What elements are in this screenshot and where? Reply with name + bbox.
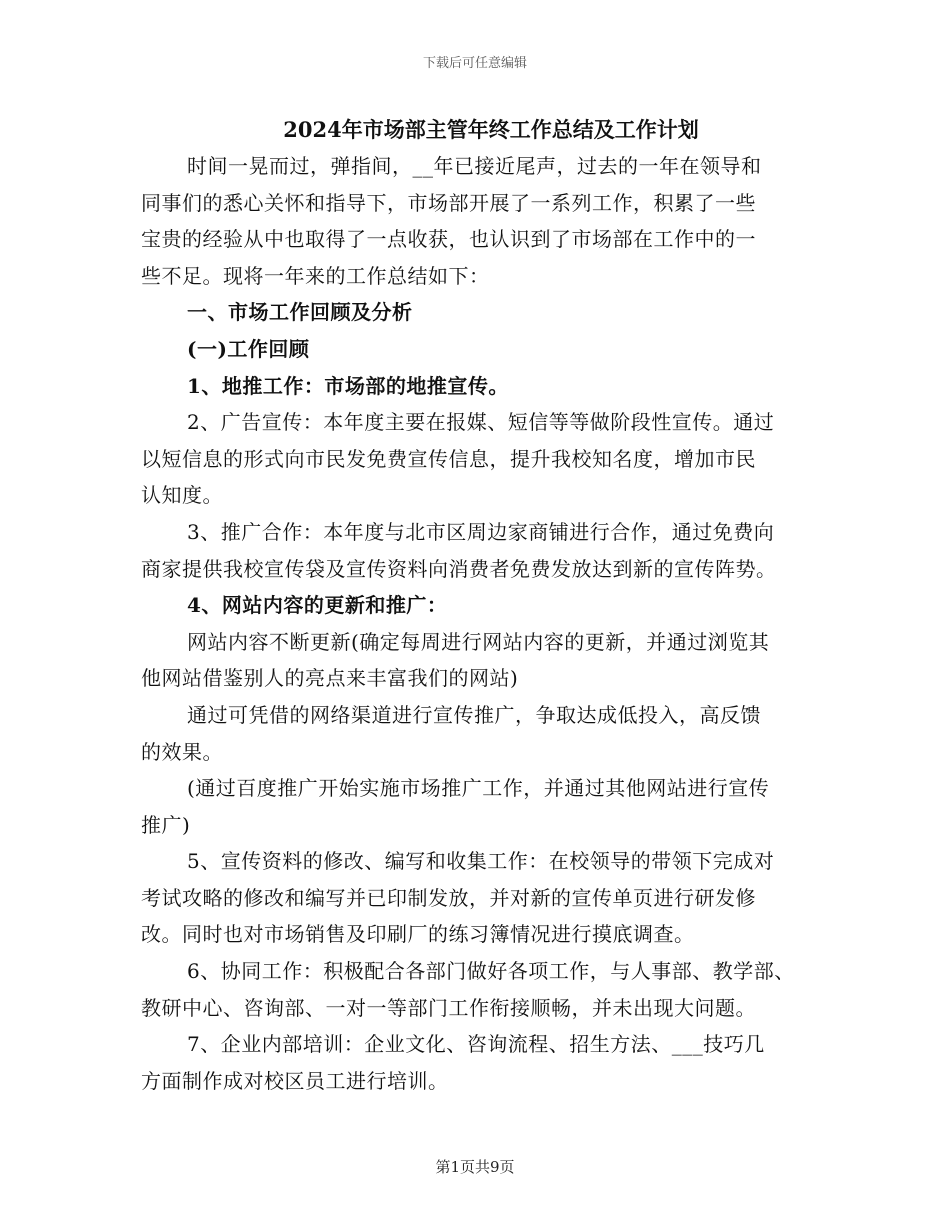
paragraph-line bbox=[141, 990, 841, 1027]
paragraph-line bbox=[141, 404, 841, 441]
paragraph-line bbox=[141, 551, 841, 588]
paragraph-text: 1、地推工作：市场部的地推宣传。 bbox=[187, 373, 509, 398]
paragraph-line bbox=[141, 880, 841, 917]
paragraph-line bbox=[141, 1026, 841, 1063]
paragraph-text: 通过可凭借的网络渠道进行宣传推广，争取达成低投入，高反馈 bbox=[187, 702, 761, 727]
paragraph-line bbox=[141, 294, 841, 331]
paragraph-text: 2、广告宣传：本年度主要在报媒、短信等等做阶段性宣传。通过 bbox=[187, 410, 775, 435]
paragraph-line bbox=[141, 331, 841, 368]
paragraph-line bbox=[141, 221, 841, 258]
paragraph-text: 宝贵的经验从中也取得了一点收获，也认识到了市场部在工作中的一 bbox=[141, 227, 756, 252]
paragraph-text: 他网站借鉴别人的亮点来丰富我们的网站) bbox=[141, 666, 519, 691]
paragraph-text: 的效果。 bbox=[141, 739, 223, 764]
paragraph-line bbox=[141, 1063, 841, 1100]
paragraph-text: (一)工作回顾 bbox=[187, 336, 310, 361]
document-title: 2024年市场部主管年终工作总结及工作计划 bbox=[283, 117, 699, 142]
paragraph-list bbox=[141, 148, 841, 1099]
paragraph-text: 一、市场工作回顾及分析 bbox=[187, 300, 413, 325]
paragraph-line bbox=[141, 441, 841, 478]
paragraph-line bbox=[141, 624, 841, 661]
paragraph-text: 考试攻略的修改和编写并已印制发放，并对新的宣传单页进行研发修 bbox=[141, 885, 756, 910]
paragraph-line bbox=[141, 258, 841, 295]
paragraph-line bbox=[141, 697, 841, 734]
paragraph-line bbox=[141, 843, 841, 880]
paragraph-text: 推广) bbox=[141, 812, 191, 837]
paragraph-text: 方面制作成对校区员工进行培训。 bbox=[141, 1068, 449, 1093]
paragraph-line bbox=[141, 734, 841, 771]
page-header: 下载后可任意编辑 bbox=[422, 56, 527, 71]
paragraph-text: 4、网站内容的更新和推广： bbox=[187, 593, 448, 618]
paragraph-text: 网站内容不断更新(确定每周进行网站内容的更新，并通过浏览其 bbox=[187, 629, 770, 654]
paragraph-line bbox=[141, 660, 841, 697]
paragraph-line bbox=[141, 514, 841, 551]
paragraph-text: 5、宣传资料的修改、编写和收集工作：在校领导的带领下完成对 bbox=[187, 849, 775, 874]
paragraph-text: 6、协同工作：积极配合各部门做好各项工作，与人事部、教学部、 bbox=[187, 959, 795, 984]
paragraph-text: 些不足。现将一年来的工作总结如下： bbox=[141, 263, 490, 288]
paragraph-text: 3、推广合作：本年度与北市区周边家商铺进行合作，通过免费向 bbox=[187, 519, 775, 544]
document-body bbox=[141, 112, 841, 1099]
paragraph-text: (通过百度推广开始实施市场推广工作，并通过其他网站进行宣传 bbox=[187, 776, 770, 801]
paragraph-text: 7、企业内部培训：企业文化、咨询流程、招生方法、___技巧几 bbox=[187, 1032, 765, 1057]
paragraph-line bbox=[141, 148, 841, 185]
paragraph-line bbox=[141, 368, 841, 405]
paragraph-line bbox=[141, 587, 841, 624]
paragraph-line bbox=[141, 770, 841, 807]
paragraph-text: 同事们的悉心关怀和指导下，市场部开展了一系列工作，积累了一些 bbox=[141, 190, 756, 215]
page-footer: 第1页共9页 bbox=[435, 1158, 515, 1176]
paragraph-text: 商家提供我校宣传袋及宣传资料向消费者免费发放达到新的宣传阵势。 bbox=[141, 556, 777, 581]
paragraph-text: 以短信息的形式向市民发免费宣传信息，提升我校知名度，增加市民 bbox=[141, 446, 756, 471]
paragraph-text: 改。同时也对市场销售及印刷厂的练习簿情况进行摸底调查。 bbox=[141, 922, 695, 947]
paragraph-line bbox=[141, 477, 841, 514]
paragraph-text: 认知度。 bbox=[141, 483, 223, 508]
paragraph-line bbox=[141, 916, 841, 953]
paragraph-line bbox=[141, 953, 841, 990]
paragraph-text: 教研中心、咨询部、一对一等部门工作衔接顺畅，并未出现大问题。 bbox=[141, 995, 756, 1020]
paragraph-text: 时间一晃而过，弹指间，__年已接近尾声，过去的一年在领导和 bbox=[187, 154, 762, 178]
paragraph-line bbox=[141, 185, 841, 222]
paragraph-line bbox=[141, 807, 841, 844]
